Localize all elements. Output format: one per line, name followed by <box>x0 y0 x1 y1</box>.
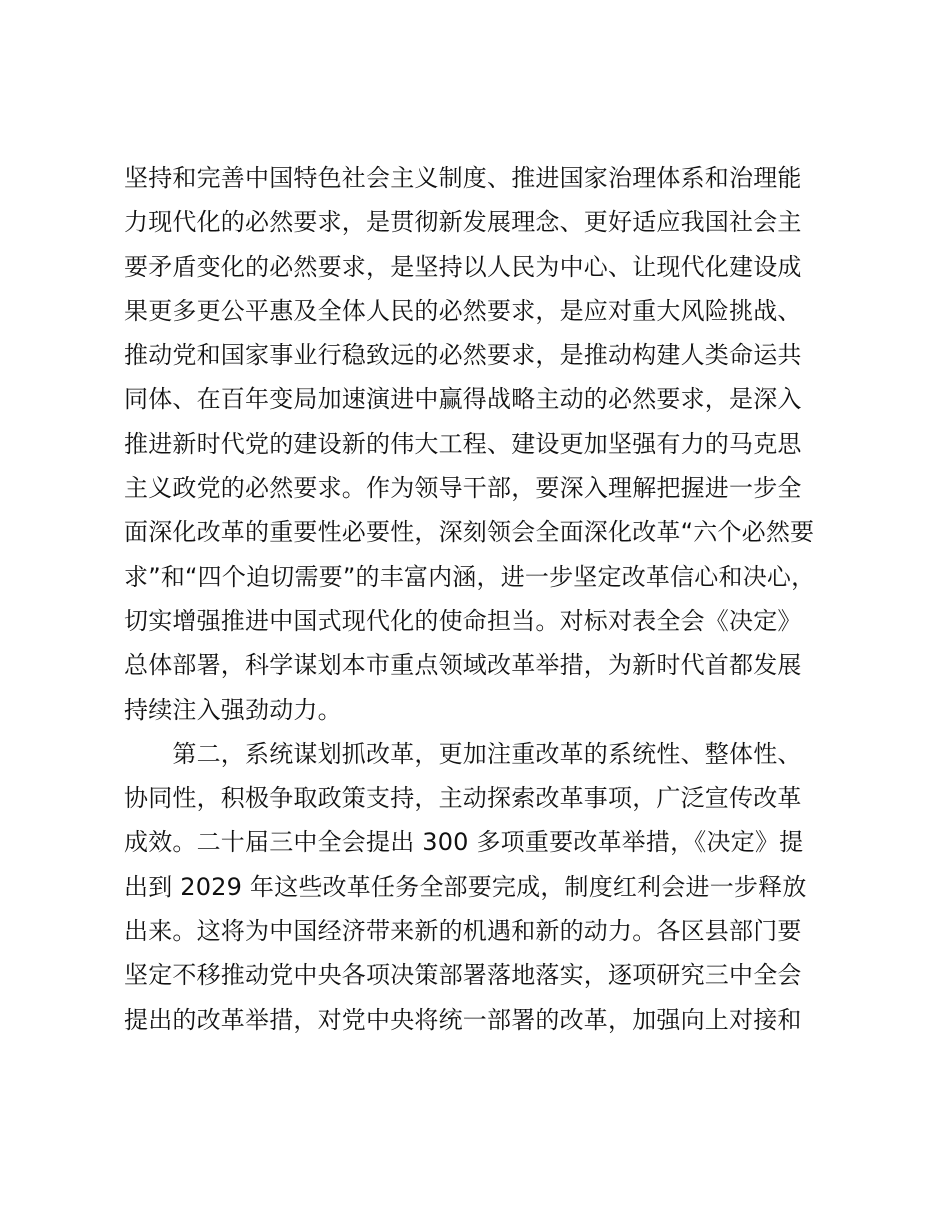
text-line: 第二，系统谋划抓改革，更加注重改革的系统性、整体性、 <box>124 739 802 768</box>
text-line: 同体、在百年变局加速演进中赢得战略主动的必然要求，是深入 <box>124 385 802 414</box>
text-line: 坚持和完善中国特色社会主义制度、推进国家治理体系和治理能 <box>124 164 802 192</box>
text-line: 持续注入强劲动力。 <box>124 695 342 724</box>
text-line: 推进新时代党的建设新的伟大工程、建设更加坚强有力的马克思 <box>124 429 802 458</box>
text-line: 出到 2029 年这些改革任务全部要完成，制度红利会进一步释放 <box>124 872 807 901</box>
text-line: 提出的改革举措，对党中央将统一部署的改革，加强向上对接和 <box>124 1005 802 1034</box>
text-line: 面深化改革的重要性必要性，深刻领会全面深化改革“六个必然要 <box>124 518 815 547</box>
text-line: 主义政党的必然要求。作为领导干部，要深入理解把握进一步全 <box>124 474 802 503</box>
text-line: 协同性，积极争取政策支持，主动探索改革事项，广泛宣传改革 <box>124 784 802 813</box>
text-line: 切实增强推进中国式现代化的使命担当。对标对表全会《决定》 <box>124 606 802 635</box>
text-line: 果更多更公平惠及全体人民的必然要求，是应对重大风险挑战、 <box>124 296 802 325</box>
text-line: 推动党和国家事业行稳致远的必然要求，是推动构建人类命运共 <box>124 341 802 370</box>
body-text <box>124 156 844 1042</box>
text-line: 要矛盾变化的必然要求，是坚持以人民为中心、让现代化建设成 <box>124 252 802 281</box>
text-line: 坚定不移推动党中央各项决策部署落地落实，逐项研究三中全会 <box>124 961 802 990</box>
text-line: 出来。这将为中国经济带来新的机遇和新的动力。各区县部门要 <box>124 917 802 946</box>
text-line: 成效。二十届三中全会提出 300 多项重要改革举措，《决定》提 <box>124 828 804 857</box>
text-line: 求”和“四个迫切需要”的丰富内涵，进一步坚定改革信心和决心， <box>124 562 816 591</box>
text-line: 总体部署，科学谋划本市重点领域改革举措，为新时代首都发展 <box>124 651 802 680</box>
text-line: 力现代化的必然要求，是贯彻新发展理念、更好适应我国社会主 <box>124 208 802 237</box>
